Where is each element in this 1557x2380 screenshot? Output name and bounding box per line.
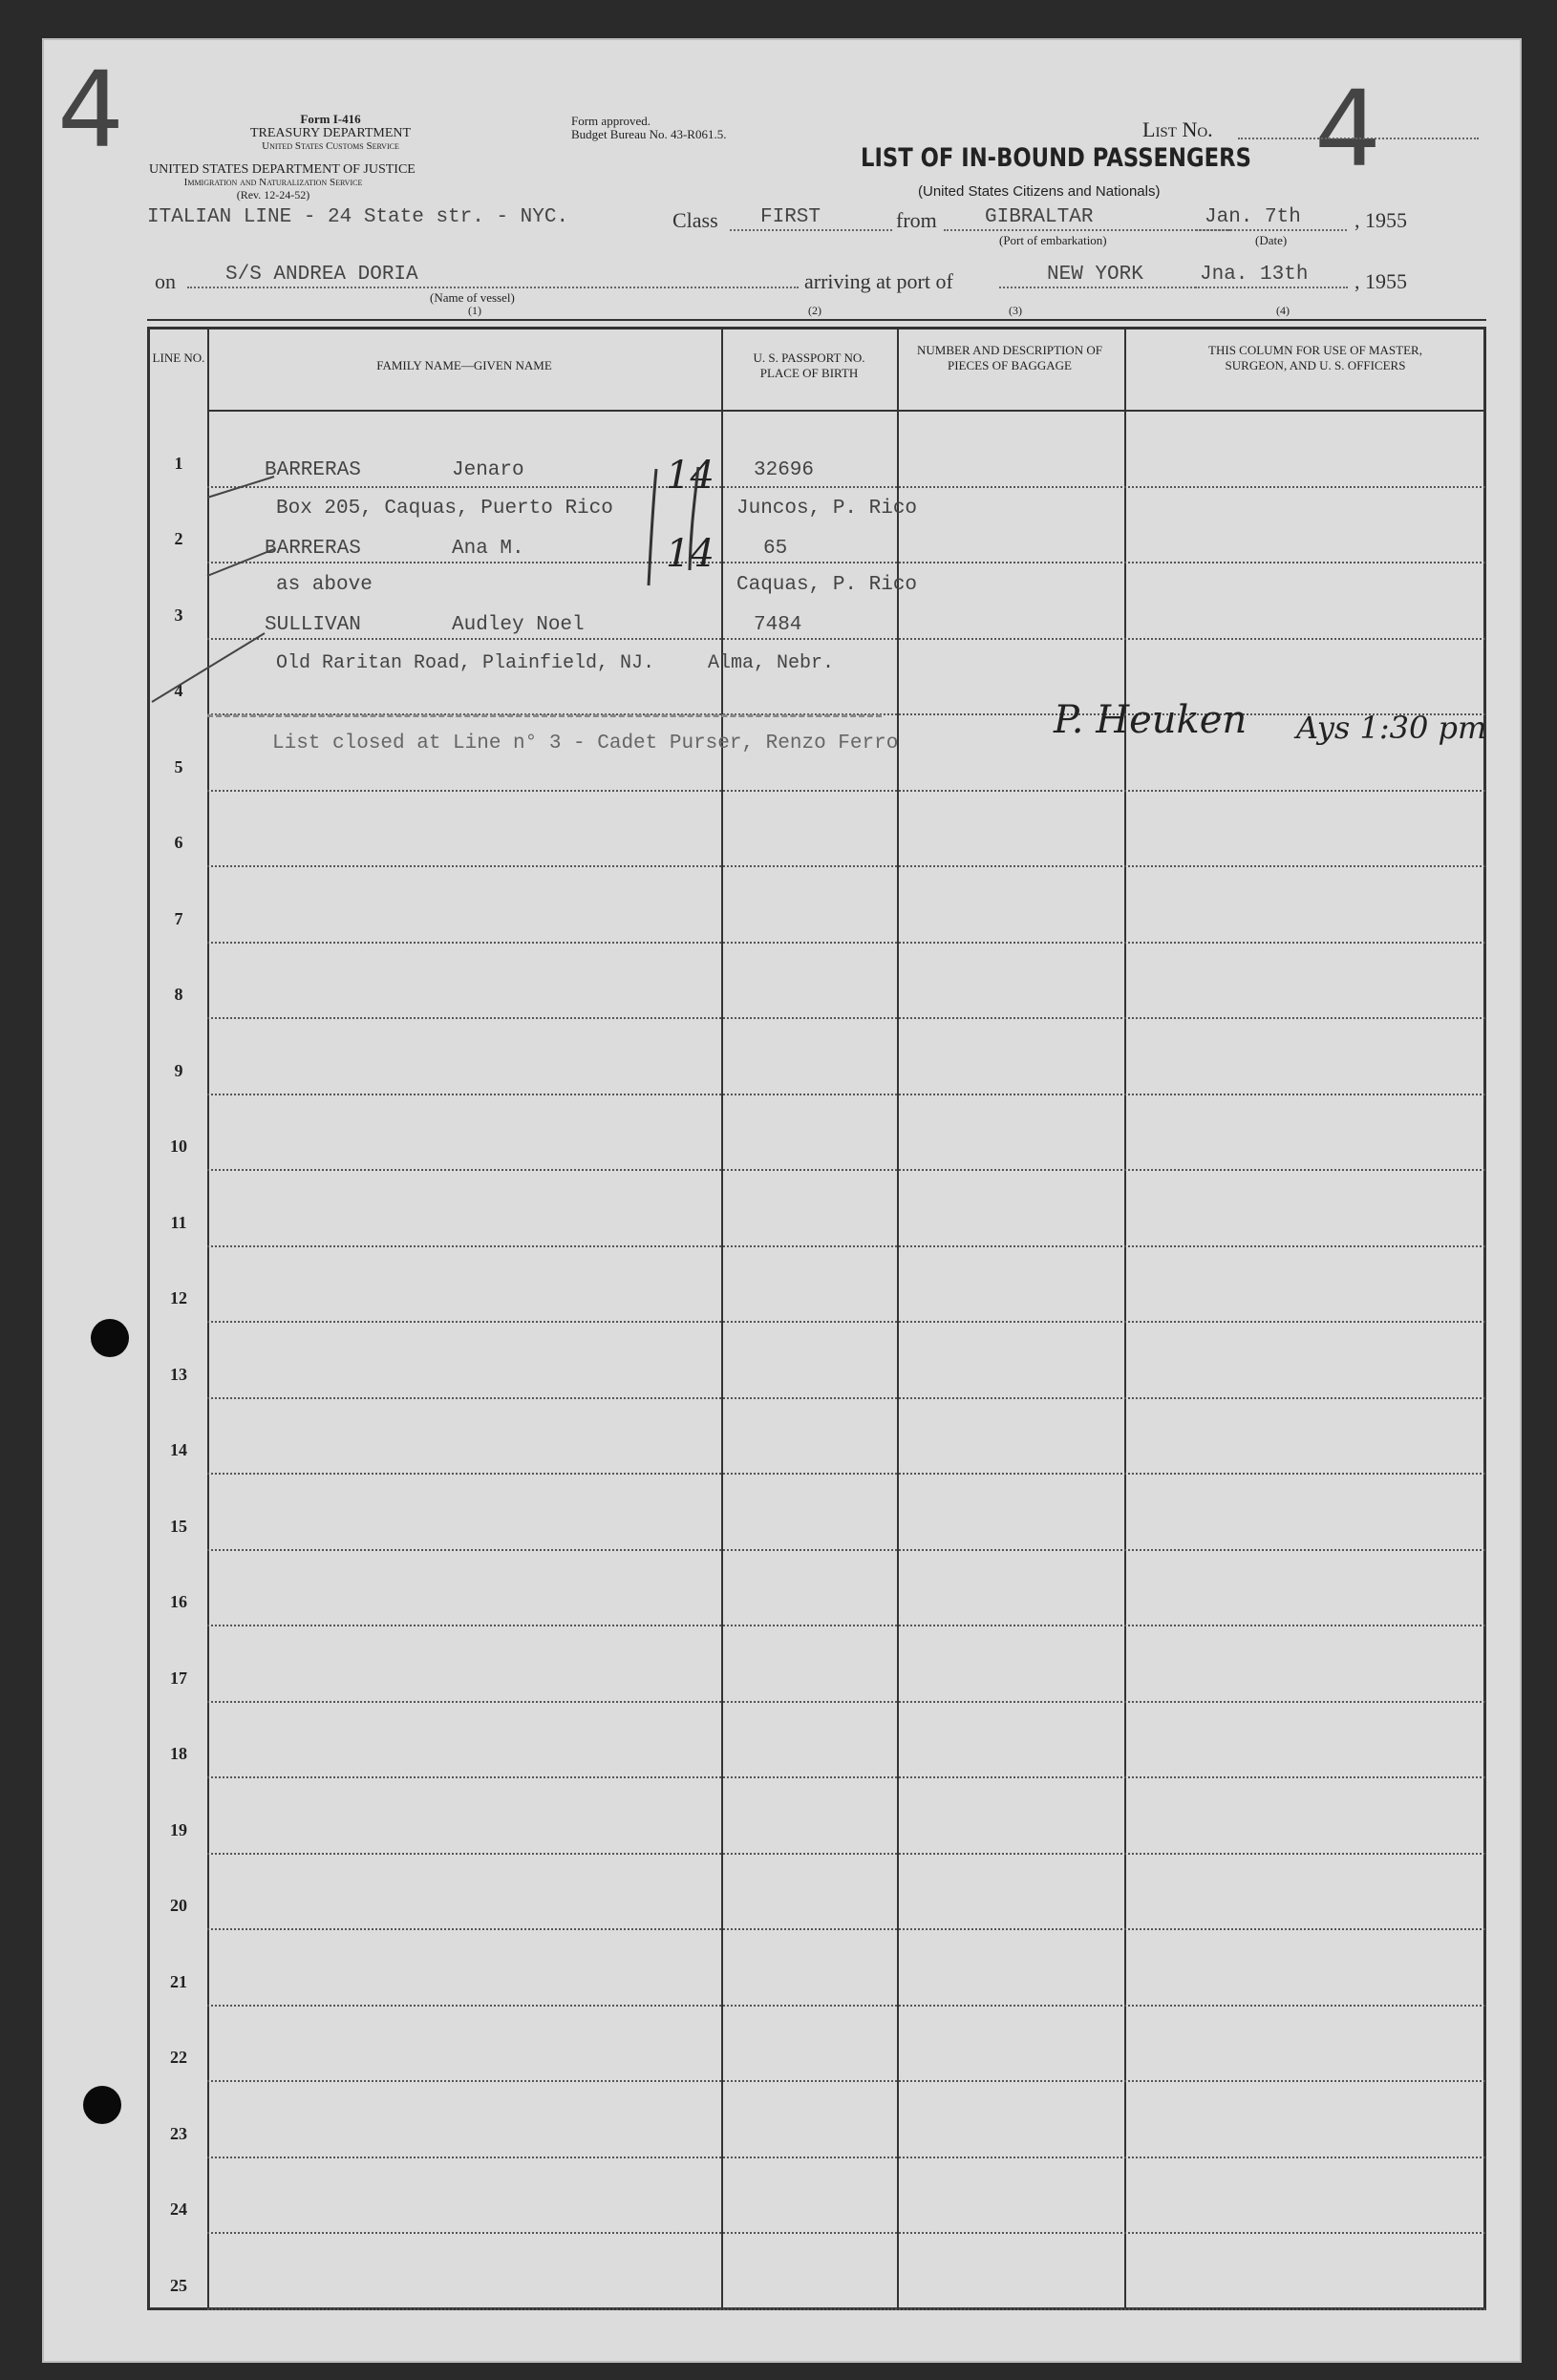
officer-note: Ays 1:30 pm <box>1296 710 1487 746</box>
line-number: 18 <box>170 1744 187 1763</box>
document-subtitle: (United States Citizens and Nationals) <box>918 183 1161 200</box>
passport-number: 7484 <box>754 614 802 636</box>
header-passport: U. S. PASSPORT NO. PLACE OF BIRTH <box>753 351 865 380</box>
port-of-embarkation: GIBRALTAR <box>985 206 1094 228</box>
passport-number: 32696 <box>754 459 815 481</box>
port-embark-caption: (Port of embarkation) <box>999 233 1107 247</box>
header-line-no: LINE NO. <box>152 351 205 365</box>
ins-service: Immigration and Naturalization Service <box>183 177 363 188</box>
list-no-line <box>1238 138 1479 139</box>
budget-bureau-number: Budget Bureau No. 43-R061.5. <box>571 127 727 141</box>
header-baggage: NUMBER AND DESCRIPTION OF PIECES OF BAGGAGE <box>917 343 1102 372</box>
line-number: 14 <box>170 1440 187 1459</box>
line-number: 20 <box>170 1896 187 1915</box>
line-number: 13 <box>170 1364 187 1384</box>
handwritten-mark: 14 <box>666 454 715 498</box>
punch-hole <box>83 2086 121 2124</box>
class-line <box>730 229 892 231</box>
list-closed-note: List closed at Line n° 3 - Cadet Purser, Renzo Ferro <box>272 733 899 754</box>
vessel-name: S/S ANDREA DORIA <box>225 264 418 286</box>
line-number: 10 <box>170 1137 187 1156</box>
row-rule <box>207 1397 1485 1399</box>
punch-hole <box>91 1319 129 1357</box>
address: Old Raritan Road, Plainfield, NJ. <box>276 652 655 674</box>
department-of-justice: UNITED STATES DEPARTMENT OF JUSTICE <box>149 162 416 177</box>
column-divider <box>897 329 899 2307</box>
row-rule <box>207 1701 1485 1703</box>
arrival-date-line <box>1195 287 1348 288</box>
form-approved: Form approved. <box>571 114 651 128</box>
line-number: 4 <box>174 681 183 700</box>
row-rule <box>207 865 1485 867</box>
caption-3: (3) <box>1009 304 1022 317</box>
line-number: 3 <box>174 605 183 625</box>
family-name: BARRERAS <box>265 459 361 481</box>
line-number: 12 <box>170 1288 187 1307</box>
header-name: FAMILY NAME—GIVEN NAME <box>376 358 552 372</box>
line-number: 25 <box>170 2275 187 2295</box>
arrival-year: , 1955 <box>1354 269 1407 293</box>
row-rule <box>207 2080 1485 2082</box>
line-number: 2 <box>174 529 183 548</box>
place-of-birth: Juncos, P. Rico <box>736 498 918 520</box>
given-name: Jenaro <box>452 459 524 481</box>
line-number: 17 <box>170 1668 187 1688</box>
address: Box 205, Caquas, Puerto Rico <box>276 498 613 520</box>
vessel-caption: (Name of vessel) <box>430 290 515 305</box>
line-number: 21 <box>170 1971 187 1991</box>
document-page <box>42 38 1522 2363</box>
list-number-stamp-right: 4 <box>1314 68 1381 190</box>
row-rule <box>207 1625 1485 1626</box>
departure-year: , 1955 <box>1354 208 1407 232</box>
line-number: 8 <box>174 985 183 1004</box>
handwritten-mark: 14 <box>666 532 715 576</box>
form-number: Form I-416 <box>300 112 361 126</box>
class-label: Class <box>672 208 718 232</box>
row-rule <box>207 1321 1485 1323</box>
line-number: 15 <box>170 1516 187 1536</box>
row-rule <box>207 2232 1485 2234</box>
address: as above <box>276 574 373 596</box>
row-rule <box>207 1776 1485 1778</box>
family-name: BARRERAS <box>265 538 361 560</box>
caption-2: (2) <box>808 304 821 317</box>
caption-4: (4) <box>1276 304 1290 317</box>
line-number: 24 <box>170 2199 187 2219</box>
row-rule <box>207 1928 1485 1930</box>
row-rule <box>207 1245 1485 1247</box>
list-no-label: List No. <box>1142 117 1213 141</box>
line-number: 1 <box>174 453 183 473</box>
header-officers: THIS COLUMN FOR USE OF MASTER, SURGEON, AND U. S. OFFICERS <box>1208 343 1422 372</box>
departure-date: Jan. 7th <box>1205 206 1301 228</box>
row-rule <box>207 1549 1485 1551</box>
line-number: 5 <box>174 756 183 776</box>
row-rule <box>207 942 1485 944</box>
vessel-line <box>187 287 799 288</box>
class-value: FIRST <box>760 206 821 228</box>
caption-1: (1) <box>468 304 481 317</box>
depart-date-line <box>1196 229 1347 231</box>
line-number: 9 <box>174 1060 183 1080</box>
column-divider <box>1124 329 1126 2307</box>
row-rule <box>207 2005 1485 2007</box>
from-label: from <box>896 208 937 232</box>
given-name: Audley Noel <box>452 614 585 636</box>
bracket-strokes <box>150 329 761 712</box>
document-title: LIST OF IN-BOUND PASSENGERS <box>861 143 1251 173</box>
place-of-birth: Caquas, P. Rico <box>736 574 918 596</box>
line-number: 6 <box>174 833 183 852</box>
line-number: 23 <box>170 2123 187 2143</box>
row-rule <box>207 1094 1485 1095</box>
list-closure-rule <box>207 714 882 717</box>
row-rule <box>207 1017 1485 1019</box>
row-rule <box>207 1853 1485 1855</box>
row-rule <box>207 2308 1485 2310</box>
place-of-birth: Alma, Nebr. <box>708 652 835 674</box>
date-caption: (Date) <box>1255 233 1288 247</box>
list-number-stamp-left: 4 <box>57 49 124 171</box>
form-revision: (Rev. 12-24-52) <box>236 188 310 202</box>
line-number: 16 <box>170 1592 187 1611</box>
row-rule <box>207 1169 1485 1171</box>
line-number: 22 <box>170 2048 187 2067</box>
on-label: on <box>155 269 176 293</box>
table-top-rule <box>147 319 1486 321</box>
row-rule <box>207 790 1485 792</box>
line-number: 7 <box>174 908 183 928</box>
passenger-table <box>147 327 1486 2310</box>
arrival-port-line <box>999 287 1200 288</box>
arrival-date: Jna. 13th <box>1200 264 1309 286</box>
given-name: Ana M. <box>452 538 524 560</box>
treasury-department: TREASURY DEPARTMENT <box>249 126 412 140</box>
line-number: 11 <box>170 1212 187 1232</box>
customs-service: United States Customs Service <box>262 140 399 152</box>
row-rule <box>207 2157 1485 2158</box>
passport-number: 65 <box>763 538 788 560</box>
line-number: 19 <box>170 1819 187 1839</box>
embark-line <box>944 229 1230 231</box>
shipping-agent: ITALIAN LINE - 24 State str. - NYC. <box>147 206 569 228</box>
family-name: SULLIVAN <box>265 614 361 636</box>
port-of-arrival: NEW YORK <box>1047 264 1143 286</box>
officer-signature: P. Heuken <box>1054 698 1248 742</box>
row-rule <box>207 1473 1485 1475</box>
arriving-label: arriving at port of <box>804 269 953 293</box>
